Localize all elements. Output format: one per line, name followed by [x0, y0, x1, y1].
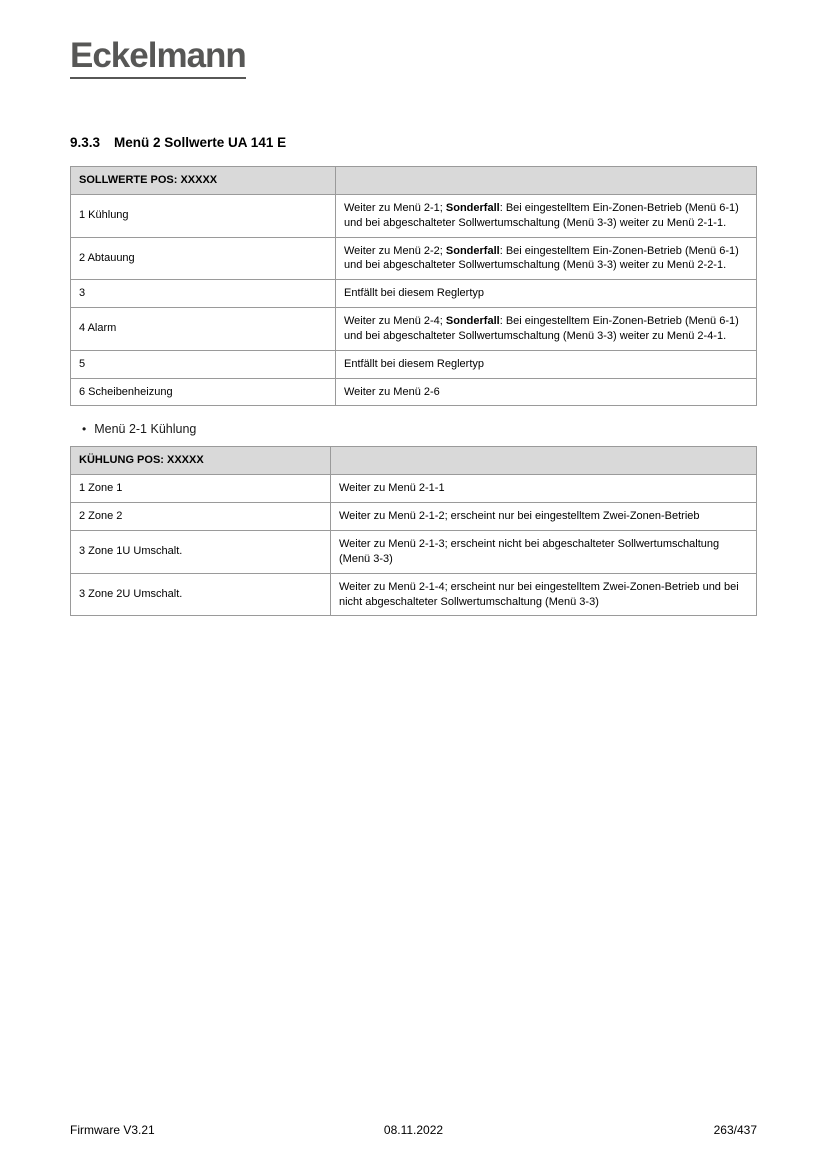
table1-header-label: SOLLWERTE POS: XXXXX	[71, 167, 336, 195]
description-text: Weiter zu Menü 2-1-4; erscheint nur bei eingestelltem Zwei-Zonen-Betrieb und bei nicht abgeschalteter Sollwertumschaltung (Menü 3-3)	[339, 580, 739, 608]
description-text: Weiter zu Menü 2-1;	[344, 201, 446, 214]
footer-date: 08.11.2022	[383, 1123, 444, 1137]
description-text: Weiter zu Menü 2-6	[344, 385, 440, 398]
footer-page-number: 263/437	[713, 1123, 757, 1137]
sollwerte-table	[70, 166, 757, 406]
section-heading	[70, 135, 757, 150]
menu-item-description	[336, 280, 757, 308]
table1-header-empty	[336, 167, 757, 195]
table-header-row	[71, 167, 757, 195]
menu-item-description	[336, 350, 757, 378]
description-text: Entfällt bei diesem Reglertyp	[344, 357, 485, 370]
table-row	[71, 378, 757, 406]
menu-item-label: 2 Abtauung	[71, 237, 336, 280]
description-text: : Bei eingestelltem Ein-Zonen-Betrieb (Menü 6-1) und bei abgeschalteter Sollwertumschaltung (Menü 3-3) weiter zu Menü 2-4-1.	[344, 315, 739, 342]
description-text: Weiter zu Menü 2-4;	[344, 315, 446, 328]
description-text: : Bei eingestelltem Ein-Zonen-Betrieb (Menü 6-1) und bei abgeschalteter Sollwertumschaltung (Menü 3-3) weiter zu Menü 2-1-1.	[344, 201, 739, 229]
table-row	[71, 194, 757, 237]
table2-header-label: KÜHLUNG POS: XXXXX	[71, 447, 331, 475]
menu-item-label: 1 Kühlung	[71, 194, 336, 237]
table-row	[71, 573, 757, 616]
description-text: Entfällt bei diesem Reglertyp	[344, 287, 485, 300]
description-text: Weiter zu Menü 2-1-3; erscheint nicht bei abgeschalteter Sollwertumschaltung (Menü 3-3)	[339, 537, 720, 565]
bullet-item	[82, 422, 757, 436]
table-row	[71, 530, 757, 573]
menu-item-label: 5	[71, 350, 336, 378]
menu-item-label: 2 Zone 2	[71, 503, 331, 531]
menu-item-label: 4 Alarm	[71, 308, 336, 351]
table-row	[71, 280, 757, 308]
menu-item-description	[336, 194, 757, 237]
menu-item-description	[331, 530, 757, 573]
description-text: Weiter zu Menü 2-2;	[344, 244, 446, 257]
menu-item-description	[336, 378, 757, 406]
description-bold: Sonderfall	[445, 201, 500, 214]
table-row	[71, 503, 757, 531]
description-text: Weiter zu Menü 2-1-1	[339, 482, 445, 495]
menu-item-label: 3	[71, 280, 336, 308]
menu-item-description	[336, 308, 757, 351]
menu-item-label: 1 Zone 1	[71, 475, 331, 503]
table2-header-empty	[331, 447, 757, 475]
menu-item-description	[331, 475, 757, 503]
menu-item-description	[331, 503, 757, 531]
section-title: Menü 2 Sollwerte UA 141 E	[114, 135, 287, 150]
section-number: 9.3.3	[70, 135, 101, 150]
menu-item-label: 6 Scheibenheizung	[71, 378, 336, 406]
eckelmann-logo: Eckelmann	[70, 38, 246, 79]
menu-item-label: 3 Zone 2U Umschalt.	[71, 573, 331, 616]
table-row	[71, 237, 757, 280]
bullet-label: Menü 2-1 Kühlung	[94, 422, 197, 437]
page-footer	[70, 1123, 757, 1137]
bullet-marker: •	[82, 422, 87, 437]
description-text: : Bei eingestelltem Ein-Zonen-Betrieb (Menü 6-1) und bei abgeschalteter Sollwertumschaltung (Menü 3-3) weiter zu Menü 2-2-1.	[344, 244, 739, 272]
table-header-row	[71, 447, 757, 475]
table-row	[71, 350, 757, 378]
kuehlung-table	[70, 446, 757, 616]
footer-firmware-version: Firmware V3.21	[70, 1123, 155, 1137]
menu-item-description	[331, 573, 757, 616]
description-bold: Sonderfall	[445, 244, 500, 257]
menu-item-description	[336, 237, 757, 280]
menu-item-label: 3 Zone 1U Umschalt.	[71, 530, 331, 573]
table-row	[71, 308, 757, 351]
description-bold: Sonderfall	[445, 315, 500, 328]
table-row	[71, 475, 757, 503]
description-text: Weiter zu Menü 2-1-2; erscheint nur bei eingestelltem Zwei-Zonen-Betrieb	[339, 510, 700, 523]
